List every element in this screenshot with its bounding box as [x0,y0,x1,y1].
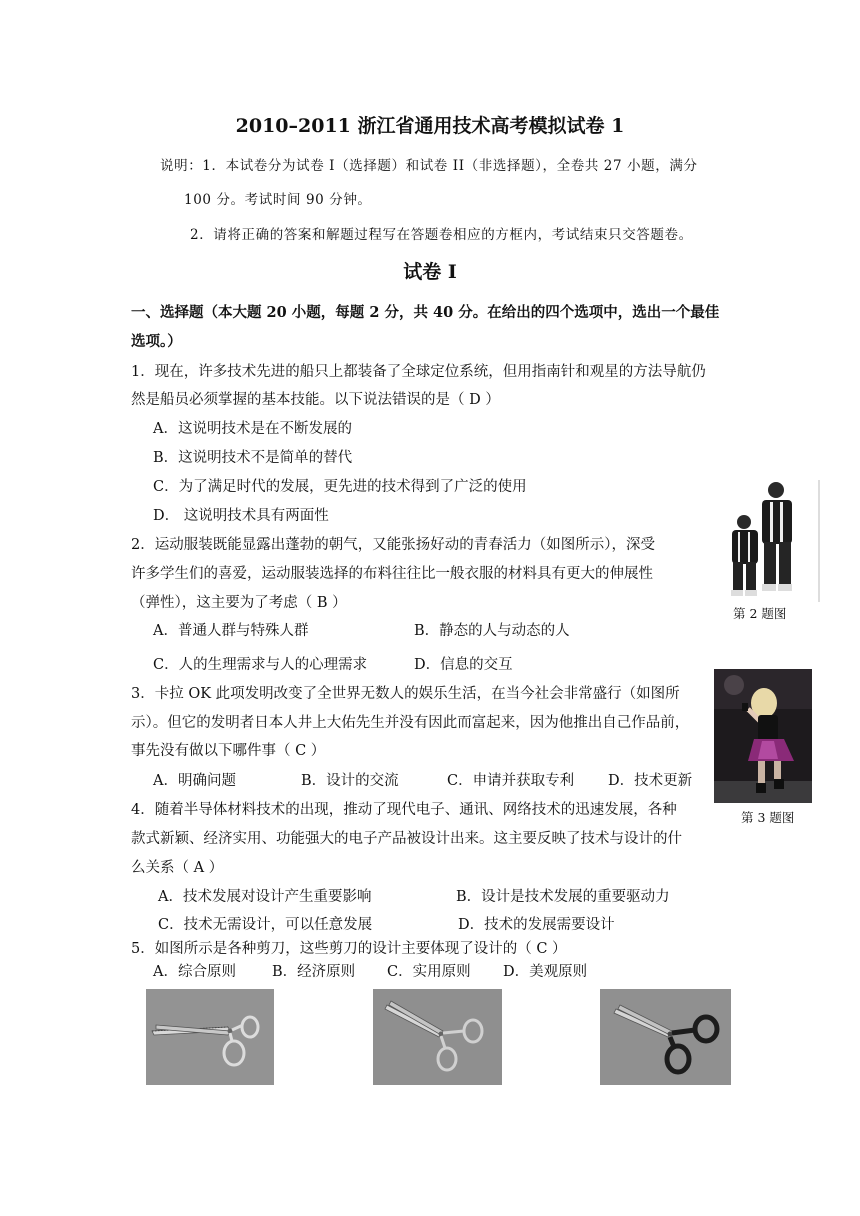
exam-title: 2010–2011 浙江省通用技术高考模拟试卷 1 [235,115,625,137]
q3-option-b: B．设计的交流 [301,773,399,789]
q4-stem-line-3: 么关系（ A ） [131,860,224,876]
q1-option-c: C．为了满足时代的发展，更先进的技术得到了广泛的使用 [153,479,527,495]
q4-stem-line-2: 款式新颖、经济实用、功能强大的电子产品被设计出来。这主要反映了技术与设计的什 [131,831,682,847]
section-heading-line-2: 选项。） [131,333,182,350]
black-handle-scissors-image [600,989,731,1085]
q2-stem-line-3: （弹性），这主要为了考虑（ B ） [131,595,347,611]
thinning-scissors-image [146,989,274,1085]
q2-stem-line-1: 2．运动服装既能显露出蓬勃的朝气，又能张扬好动的青春活力（如图所示），深受 [131,537,655,553]
q5-option-d: D．美观原则 [503,964,588,980]
q4-option-a: A．技术发展对设计产生重要影响 [158,889,372,905]
straight-scissors-image [373,989,502,1085]
q2-option-a: A．普通人群与特殊人群 [153,623,309,639]
q5-stem-line-1: 5．如图所示是各种剪刀，这些剪刀的设计主要体现了设计的（ C ） [131,941,567,957]
q5-option-b: B．经济原则 [272,964,356,980]
q1-stem-line-1: 1．现在，许多技术先进的船只上都装备了全球定位系统，但用指南针和观星的方法导航仍 [131,364,706,380]
q4-option-d: D．技术的发展需要设计 [458,917,615,933]
karaoke-figure [714,669,812,803]
q4-option-b: B．设计是技术发展的重要驱动力 [456,889,670,905]
q4-option-c: C．技术无需设计，可以任意发展 [158,917,373,933]
q3-option-a: A．明确问题 [153,773,236,789]
q3-stem-line-2: 示）。但它的发明者日本人井上大佑先生并没有因此而富起来，因为他推出自己作品前， [131,715,690,731]
q1-stem-line-2: 然是船员必须掌握的基本技能。以下说法错误的是（ D ） [131,392,500,408]
q5-option-c: C．实用原则 [387,964,471,980]
q3-stem-line-1: 3．卡拉 OK 此项发明改变了全世界无数人的娱乐生活，在当今社会非常盛行（如图所 [131,686,680,702]
q1-option-a: A．这说明技术是在不断发展的 [153,421,352,437]
figure-3-caption: 第 3 题图 [741,810,795,825]
q4-stem-line-1: 4．随着半导体材料技术的出现，推动了现代电子、通讯、网络技术的迅速发展，各种 [131,802,677,818]
section-heading-line-1: 一、选择题（本大题 20 小题，每题 2 分，共 40 分。在给出的四个选项中，选出一个最佳 [131,304,720,321]
q1-option-d: D． 这说明技术具有两面性 [153,508,329,524]
q3-stem-line-3: 事先没有做以下哪件事（ C ） [131,743,326,759]
q2-option-d: D．信息的交互 [414,657,513,673]
figure-2-caption: 第 2 题图 [733,606,787,621]
note-line-3: 2．请将正确的答案和解题过程写在答题卷相应的方框内，考试结束只交答题卷。 [190,227,693,243]
q2-stem-line-2: 许多学生们的喜爱，运动服装选择的布料往往比一般衣服的材料具有更大的伸展性 [131,566,653,582]
q3-option-d: D．技术更新 [608,773,693,789]
q1-option-b: B．这说明技术不是简单的替代 [153,450,353,466]
q2-option-c: C．人的生理需求与人的心理需求 [153,657,368,673]
q5-option-a: A．综合原则 [153,964,236,980]
q3-option-c: C．申请并获取专利 [447,773,575,789]
note-line-1: 说明：1．本试卷分为试卷 I（选择题）和试卷 II（非选择题），全卷共 27 小题，满分 [160,158,698,174]
note-line-2: 100 分。考试时间 90 分钟。 [184,192,372,208]
part-title: 试卷 I [403,261,457,283]
sportswear-figure [718,478,822,604]
q2-option-b: B．静态的人与动态的人 [414,623,570,639]
